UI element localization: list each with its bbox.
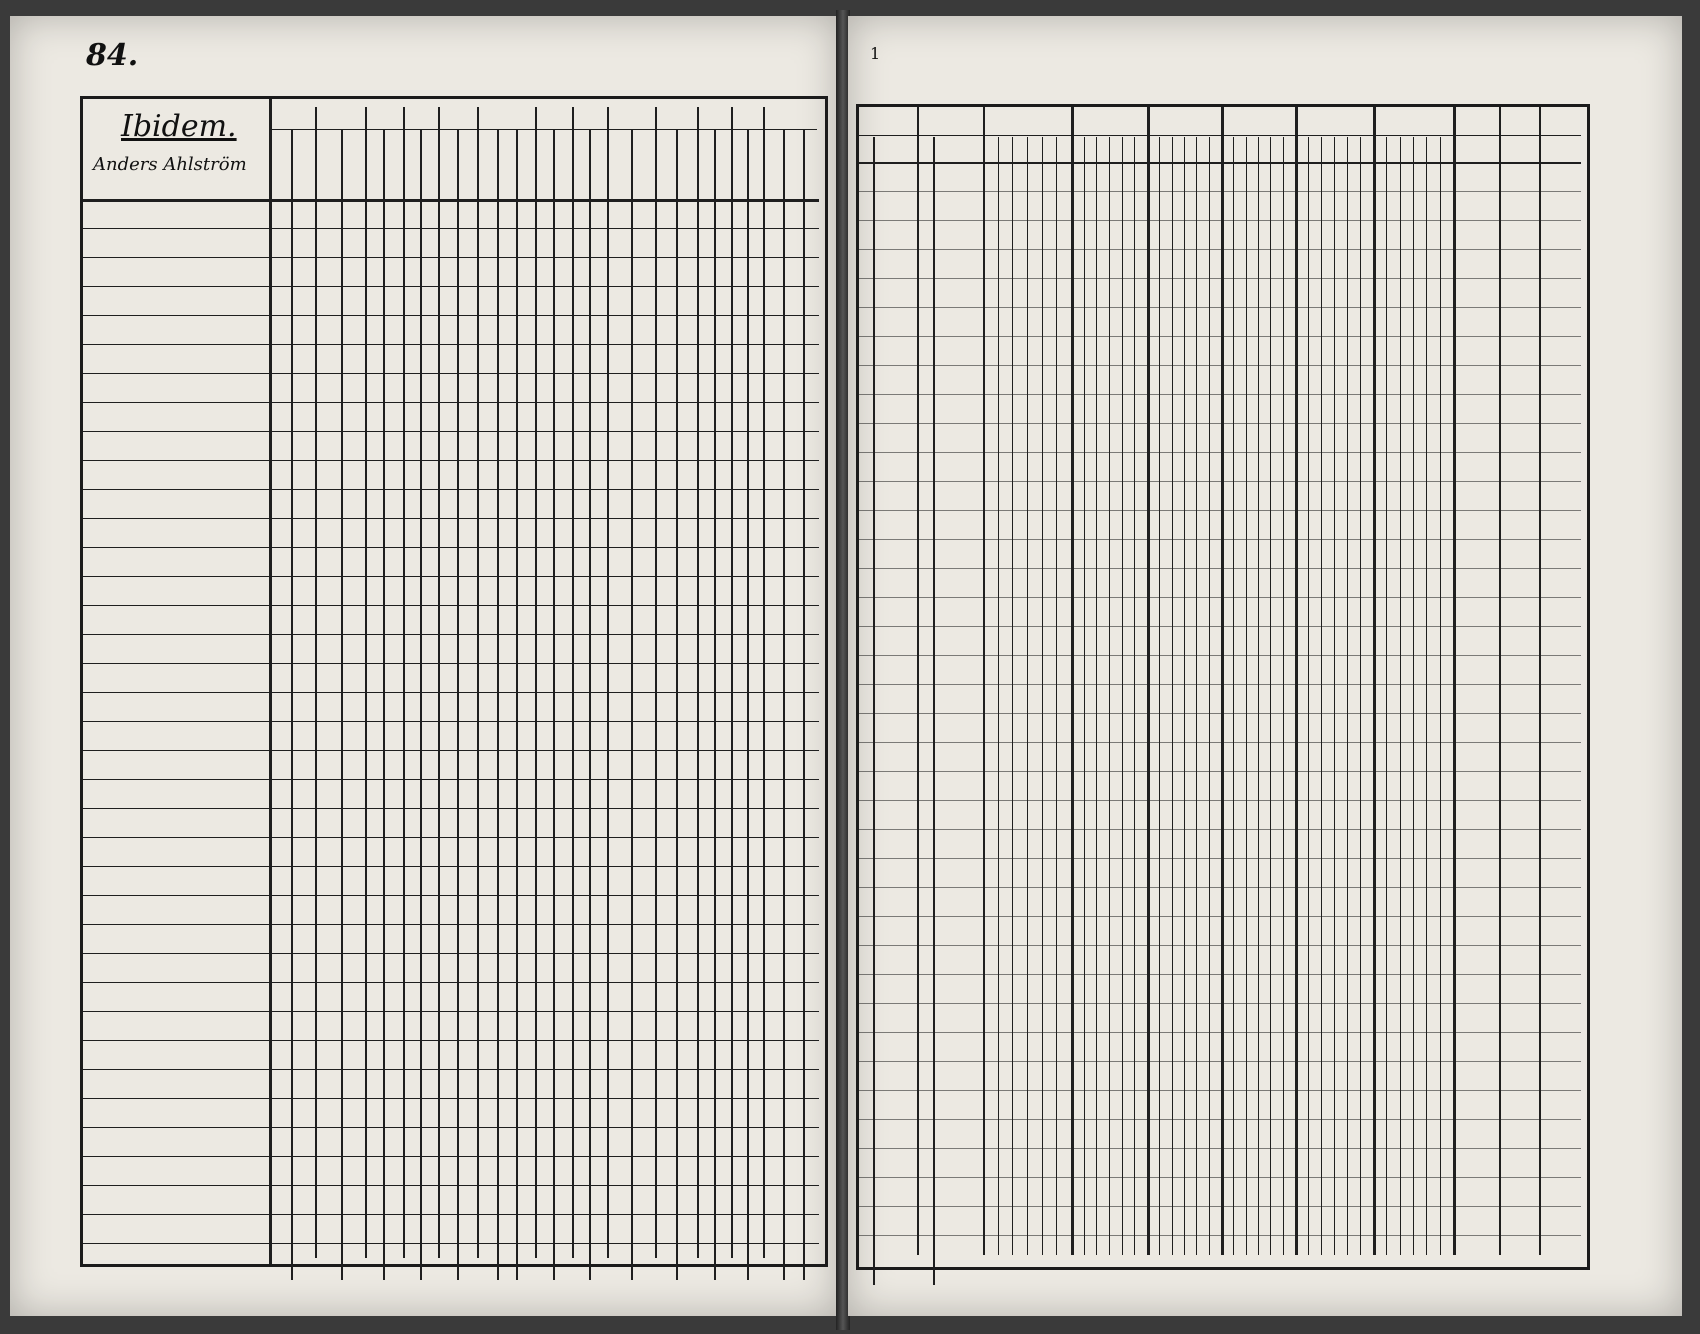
row-rule bbox=[859, 481, 1581, 482]
row-rule bbox=[83, 605, 819, 606]
header-rule bbox=[269, 129, 817, 130]
row-rule bbox=[859, 800, 1581, 801]
row-rule bbox=[83, 866, 819, 867]
left-page bbox=[10, 16, 838, 1316]
year-sub-rule bbox=[1233, 137, 1234, 1255]
year-sub-rule bbox=[1027, 137, 1028, 1255]
row-rule bbox=[859, 423, 1581, 424]
header-rule bbox=[859, 135, 1581, 136]
row-rule bbox=[859, 1090, 1581, 1091]
column-rule bbox=[438, 107, 440, 1258]
year-block-rule bbox=[1373, 107, 1376, 1255]
year-sub-rule bbox=[1084, 137, 1085, 1255]
row-rule bbox=[859, 1148, 1581, 1149]
row-rule bbox=[83, 808, 819, 809]
row-rule bbox=[83, 1098, 819, 1099]
header-bottom-rule bbox=[83, 199, 819, 202]
column-rule bbox=[873, 137, 875, 1285]
year-sub-rule bbox=[1096, 137, 1097, 1255]
row-rule bbox=[83, 982, 819, 983]
year-sub-rule bbox=[1012, 137, 1013, 1255]
year-block-rule bbox=[1071, 107, 1074, 1255]
row-rule bbox=[859, 1235, 1581, 1236]
row-rule bbox=[83, 663, 819, 664]
row-rule bbox=[83, 1040, 819, 1041]
row-rule bbox=[83, 721, 819, 722]
year-sub-rule bbox=[1426, 137, 1427, 1255]
year-sub-rule bbox=[1347, 137, 1348, 1255]
row-rule bbox=[859, 684, 1581, 685]
year-sub-rule bbox=[1042, 137, 1043, 1255]
year-sub-rule bbox=[1159, 137, 1160, 1255]
row-rule bbox=[859, 655, 1581, 656]
row-rule bbox=[83, 373, 819, 374]
row-rule bbox=[859, 771, 1581, 772]
year-sub-rule bbox=[1184, 137, 1185, 1255]
row-rule bbox=[859, 1003, 1581, 1004]
year-sub-rule bbox=[1056, 137, 1057, 1255]
page-number: 84. bbox=[86, 38, 139, 73]
year-block-rule bbox=[1147, 107, 1150, 1255]
row-rule bbox=[859, 626, 1581, 627]
row-rule bbox=[859, 394, 1581, 395]
column-rule bbox=[676, 129, 678, 1280]
row-rule bbox=[83, 1214, 819, 1215]
row-rule bbox=[83, 953, 819, 954]
row-rule bbox=[859, 452, 1581, 453]
year-sub-rule bbox=[1334, 137, 1335, 1255]
year-sub-rule bbox=[1413, 137, 1414, 1255]
column-rule bbox=[697, 107, 699, 1258]
column-rule bbox=[516, 129, 518, 1280]
row-rule bbox=[859, 1119, 1581, 1120]
row-rule bbox=[859, 829, 1581, 830]
column-rule bbox=[607, 107, 609, 1258]
year-sub-rule bbox=[1360, 137, 1361, 1255]
column-rule bbox=[457, 129, 459, 1280]
column-rule bbox=[589, 129, 591, 1280]
year-sub-rule bbox=[1321, 137, 1322, 1255]
year-sub-rule bbox=[1246, 137, 1247, 1255]
row-rule bbox=[859, 945, 1581, 946]
row-rule bbox=[83, 344, 819, 345]
row-rule bbox=[859, 597, 1581, 598]
column-rule bbox=[1499, 107, 1501, 1255]
column-rule bbox=[731, 107, 733, 1258]
column-rule bbox=[655, 107, 657, 1258]
row-rule bbox=[859, 336, 1581, 337]
row-rule bbox=[83, 895, 819, 896]
column-rule bbox=[572, 107, 574, 1258]
row-rule bbox=[859, 510, 1581, 511]
row-rule bbox=[83, 779, 819, 780]
column-rule bbox=[497, 129, 499, 1280]
row-rule bbox=[859, 365, 1581, 366]
year-sub-rule bbox=[1172, 137, 1173, 1255]
column-rule bbox=[403, 107, 405, 1258]
year-sub-rule bbox=[1440, 137, 1441, 1255]
row-rule bbox=[83, 692, 819, 693]
row-rule bbox=[83, 228, 819, 229]
year-sub-rule bbox=[1283, 137, 1284, 1255]
row-rule bbox=[83, 460, 819, 461]
column-rule bbox=[535, 107, 537, 1258]
column-rule bbox=[383, 129, 385, 1280]
row-rule bbox=[83, 1243, 819, 1244]
row-rule bbox=[83, 402, 819, 403]
row-rule bbox=[859, 974, 1581, 975]
row-rule bbox=[859, 742, 1581, 743]
row-rule bbox=[83, 1156, 819, 1157]
column-rule bbox=[631, 129, 633, 1280]
row-rule bbox=[83, 431, 819, 432]
row-rule bbox=[83, 634, 819, 635]
row-rule bbox=[83, 1127, 819, 1128]
row-rule bbox=[859, 1206, 1581, 1207]
row-rule bbox=[859, 1177, 1581, 1178]
row-rule bbox=[83, 489, 819, 490]
ledger-title: Ibidem. bbox=[121, 109, 237, 144]
column-rule bbox=[291, 129, 293, 1280]
year-sub-rule bbox=[1209, 137, 1210, 1255]
year-sub-rule bbox=[1270, 137, 1271, 1255]
header-bottom-rule bbox=[859, 162, 1581, 164]
row-rule bbox=[83, 547, 819, 548]
row-rule bbox=[83, 286, 819, 287]
row-rule bbox=[859, 1061, 1581, 1062]
row-rule bbox=[83, 576, 819, 577]
row-rule bbox=[859, 858, 1581, 859]
year-sub-rule bbox=[1109, 137, 1110, 1255]
row-rule bbox=[859, 220, 1581, 221]
row-rule bbox=[83, 1185, 819, 1186]
column-rule bbox=[933, 137, 935, 1285]
year-block-rule bbox=[1295, 107, 1298, 1255]
column-rule bbox=[420, 129, 422, 1280]
column-rule bbox=[747, 129, 749, 1280]
row-rule bbox=[859, 568, 1581, 569]
year-sub-rule bbox=[1386, 137, 1387, 1255]
row-rule bbox=[859, 191, 1581, 192]
row-rule bbox=[83, 518, 819, 519]
year-sub-rule bbox=[1258, 137, 1259, 1255]
column-rule bbox=[477, 107, 479, 1258]
column-rule bbox=[553, 129, 555, 1280]
year-sub-rule bbox=[998, 137, 999, 1255]
year-sub-rule bbox=[1122, 137, 1123, 1255]
row-rule bbox=[859, 307, 1581, 308]
column-rule bbox=[803, 129, 805, 1280]
row-rule bbox=[859, 249, 1581, 250]
row-rule bbox=[83, 1069, 819, 1070]
row-rule bbox=[83, 1011, 819, 1012]
year-sub-rule bbox=[1134, 137, 1135, 1255]
column-rule bbox=[783, 129, 785, 1280]
year-block-rule bbox=[1221, 107, 1224, 1255]
column-rule bbox=[365, 107, 367, 1258]
column-rule bbox=[341, 129, 343, 1280]
column-rule bbox=[1539, 107, 1541, 1255]
row-rule bbox=[859, 916, 1581, 917]
year-block-rule bbox=[1453, 107, 1456, 1255]
parish-register-right bbox=[856, 104, 1590, 1270]
right-page bbox=[848, 16, 1682, 1316]
row-rule bbox=[83, 315, 819, 316]
column-rule bbox=[983, 107, 985, 1255]
column-rule bbox=[917, 107, 919, 1255]
row-rule bbox=[859, 1032, 1581, 1033]
column-rule bbox=[269, 99, 272, 1264]
page-mark: 1 bbox=[870, 44, 881, 63]
parish-register-left bbox=[80, 96, 828, 1267]
row-rule bbox=[859, 713, 1581, 714]
row-rule bbox=[83, 750, 819, 751]
row-rule bbox=[859, 278, 1581, 279]
column-rule bbox=[315, 107, 317, 1258]
row-rule bbox=[859, 539, 1581, 540]
row-rule bbox=[83, 257, 819, 258]
ledger-subtitle: Anders Ahlström bbox=[93, 154, 247, 175]
column-rule bbox=[714, 129, 716, 1280]
row-rule bbox=[83, 837, 819, 838]
year-sub-rule bbox=[1196, 137, 1197, 1255]
year-sub-rule bbox=[1308, 137, 1309, 1255]
row-rule bbox=[83, 924, 819, 925]
row-rule bbox=[859, 887, 1581, 888]
column-rule bbox=[763, 107, 765, 1258]
year-sub-rule bbox=[1400, 137, 1401, 1255]
